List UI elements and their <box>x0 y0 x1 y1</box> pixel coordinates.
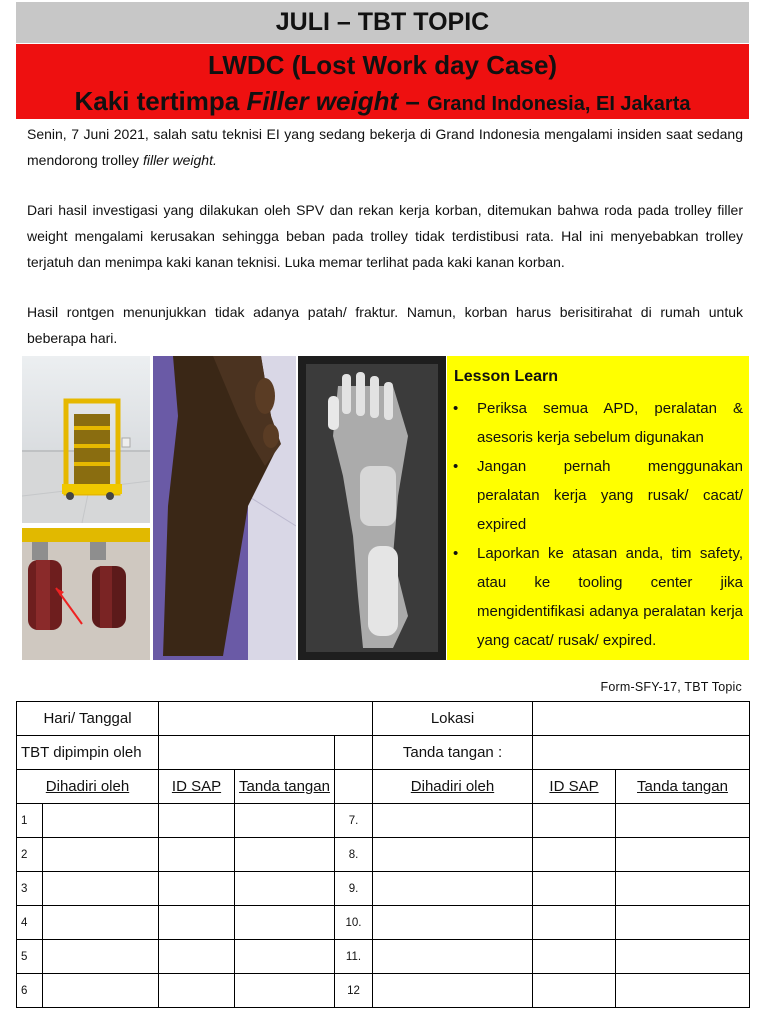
field-name[interactable] <box>373 974 533 1008</box>
field-signature[interactable] <box>616 906 750 940</box>
col-tanda-tangan: Tanda tangan <box>235 770 335 804</box>
row-number: 2 <box>17 838 43 872</box>
field-name[interactable] <box>373 872 533 906</box>
field-lokasi[interactable] <box>533 702 750 736</box>
form-code: Form-SFY-17, TBT Topic <box>600 680 742 694</box>
field-name[interactable] <box>43 940 159 974</box>
field-signature[interactable] <box>235 872 335 906</box>
label-dipimpin: TBT dipimpin oleh <box>17 736 159 770</box>
field-name[interactable] <box>43 974 159 1008</box>
row-number: 8. <box>335 838 373 872</box>
field-id[interactable] <box>159 838 235 872</box>
field-signature[interactable] <box>616 940 750 974</box>
bullet-icon: • <box>453 458 459 475</box>
row-number: 10. <box>335 906 373 940</box>
paragraph-incident: Senin, 7 Juni 2021, salah satu teknisi EI yang sedang bekerja di Grand Indonesia mengalami insiden saat sedang mendorong trolley filler weight. <box>27 126 743 168</box>
spacer-cell <box>335 770 373 804</box>
label-lokasi: Lokasi <box>373 702 533 736</box>
field-hari-tanggal[interactable] <box>159 702 373 736</box>
row-number: 9. <box>335 872 373 906</box>
row-number: 3 <box>17 872 43 906</box>
field-tanda-tangan[interactable] <box>533 736 750 770</box>
page-title: JULI – TBT TOPIC <box>16 2 749 43</box>
row-number: 6 <box>17 974 43 1008</box>
col-tanda-tangan: Tanda tangan <box>616 770 750 804</box>
photo-trolley <box>22 356 150 523</box>
field-id[interactable] <box>533 872 616 906</box>
table-row <box>17 974 750 1008</box>
spacer-cell <box>335 736 373 770</box>
paragraph-xray-result: Hasil rontgen menunjukkan tidak adanya patah/ fraktur. Namun, korban harus berisitirahat di rumah untuk beberapa hari. <box>27 304 743 346</box>
field-name[interactable] <box>43 872 159 906</box>
field-name[interactable] <box>373 940 533 974</box>
label-tanda-tangan: Tanda tangan : <box>373 736 533 770</box>
field-id[interactable] <box>159 974 235 1008</box>
list-item: • Laporkan ke atasan anda, tim safety, atau ke tooling center jika mengidentifikasi adanya peralatan kerja yang cacat/ rusak/ expired. <box>451 539 743 655</box>
field-id[interactable] <box>159 906 235 940</box>
row-number: 7. <box>335 804 373 838</box>
field-signature[interactable] <box>235 906 335 940</box>
photo-xray <box>298 356 446 660</box>
lesson-learned-title: Lesson Learn <box>454 368 559 385</box>
incident-banner <box>16 44 749 119</box>
row-number: 11. <box>335 940 373 974</box>
field-signature[interactable] <box>616 838 750 872</box>
col-id-sap: ID SAP <box>159 770 235 804</box>
incident-location: Grand Indonesia, EI Jakarta <box>427 93 691 115</box>
lesson-list <box>451 394 743 655</box>
table-row <box>17 906 750 940</box>
field-id[interactable] <box>533 906 616 940</box>
field-id[interactable] <box>159 940 235 974</box>
field-signature[interactable] <box>235 804 335 838</box>
table-row <box>17 838 750 872</box>
field-name[interactable] <box>43 906 159 940</box>
field-name[interactable] <box>373 906 533 940</box>
col-dihadiri-oleh: Dihadiri oleh <box>17 770 159 804</box>
row-number: 1 <box>17 804 43 838</box>
field-signature[interactable] <box>235 940 335 974</box>
row-number: 12 <box>335 974 373 1008</box>
incident-headline: Kaki tertimpa Filler weight – Grand Indonesia, EI Jakarta <box>74 86 691 116</box>
paragraph-investigation: Dari hasil investigasi yang dilakukan oleh SPV dan rekan kerja korban, ditemukan bahwa roda pada trolley filler weight mengalami kerusakan sehingga beban pada trolley tidak terdistibusi rata. Hal ini menyebabkan trolley terjatuh dan menimpa kaki kanan teknisi. Luka memar terlihat pada kaki kanan korban. <box>27 202 743 270</box>
attendance-table <box>16 701 750 1008</box>
photo-damaged-wheel <box>22 528 150 660</box>
label-hari-tanggal: Hari/ Tanggal <box>17 702 159 736</box>
field-name[interactable] <box>43 838 159 872</box>
list-item: • Jangan pernah menggunakan peralatan kerja yang rusak/ cacat/ expired <box>451 452 743 539</box>
field-name[interactable] <box>43 804 159 838</box>
field-signature[interactable] <box>235 838 335 872</box>
row-number: 5 <box>17 940 43 974</box>
field-id[interactable] <box>533 940 616 974</box>
bullet-icon: • <box>453 545 459 562</box>
incident-type: LWDC (Lost Work day Case) <box>207 50 558 80</box>
row-number: 4 <box>17 906 43 940</box>
field-id[interactable] <box>533 974 616 1008</box>
field-id[interactable] <box>533 804 616 838</box>
col-id-sap: ID SAP <box>533 770 616 804</box>
field-name[interactable] <box>373 804 533 838</box>
lesson-learned-box <box>447 356 749 660</box>
table-row <box>17 940 750 974</box>
field-signature[interactable] <box>616 974 750 1008</box>
list-item: • Periksa semua APD, peralatan & asesoris kerja sebelum digunakan <box>451 394 743 452</box>
field-id[interactable] <box>159 804 235 838</box>
field-signature[interactable] <box>616 872 750 906</box>
col-dihadiri-oleh: Dihadiri oleh <box>373 770 533 804</box>
field-name[interactable] <box>373 838 533 872</box>
field-id[interactable] <box>533 838 616 872</box>
field-signature[interactable] <box>235 974 335 1008</box>
table-row <box>17 872 750 906</box>
table-row <box>17 804 750 838</box>
photo-bruised-foot <box>153 356 296 660</box>
bullet-icon: • <box>453 400 459 417</box>
field-id[interactable] <box>159 872 235 906</box>
field-dipimpin[interactable] <box>159 736 335 770</box>
field-signature[interactable] <box>616 804 750 838</box>
